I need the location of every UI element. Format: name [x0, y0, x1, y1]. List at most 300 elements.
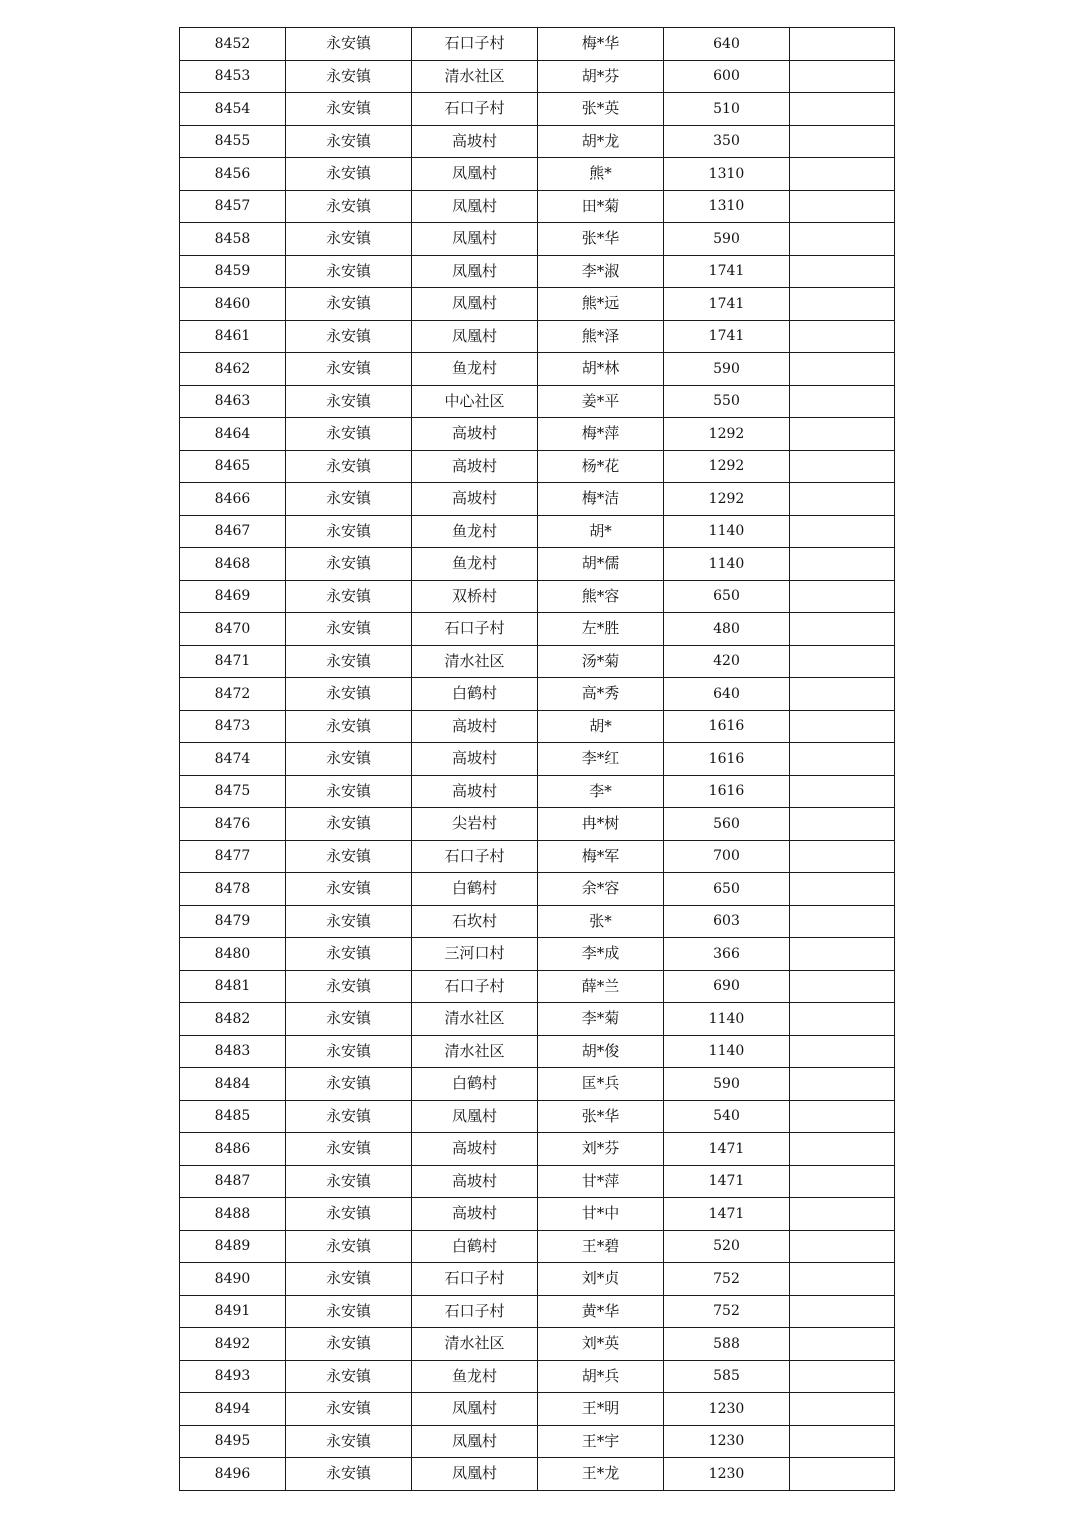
town-cell: 永安镇: [286, 678, 412, 711]
name-cell: 胡*儒: [538, 548, 664, 581]
name-cell: 胡*龙: [538, 125, 664, 158]
village-cell: 凤凰村: [412, 158, 538, 191]
name-cell: 梅*军: [538, 840, 664, 873]
amount-cell: 1140: [664, 548, 790, 581]
name-cell: 左*胜: [538, 613, 664, 646]
name-cell: 熊*容: [538, 580, 664, 613]
remark-cell: [790, 93, 895, 126]
town-cell: 永安镇: [286, 190, 412, 223]
table-row: [180, 678, 895, 711]
name-cell: 刘*英: [538, 1328, 664, 1361]
remark-cell: [790, 678, 895, 711]
table-row: [180, 710, 895, 743]
amount-cell: 1140: [664, 515, 790, 548]
name-cell: 胡*兵: [538, 1360, 664, 1393]
town-cell: 永安镇: [286, 158, 412, 191]
remark-cell: [790, 418, 895, 451]
town-cell: 永安镇: [286, 1068, 412, 1101]
village-cell: 清水社区: [412, 60, 538, 93]
serial-number-cell: 8491: [180, 1295, 286, 1328]
serial-number-cell: 8458: [180, 223, 286, 256]
serial-number-cell: 8482: [180, 1003, 286, 1036]
table-row: [180, 775, 895, 808]
town-cell: 永安镇: [286, 1360, 412, 1393]
remark-cell: [790, 223, 895, 256]
village-cell: 石口子村: [412, 613, 538, 646]
table-row: [180, 125, 895, 158]
remark-cell: [790, 1100, 895, 1133]
amount-cell: 1310: [664, 158, 790, 191]
village-cell: 凤凰村: [412, 223, 538, 256]
town-cell: 永安镇: [286, 418, 412, 451]
serial-number-cell: 8484: [180, 1068, 286, 1101]
amount-cell: 585: [664, 1360, 790, 1393]
table-row: [180, 1035, 895, 1068]
remark-cell: [790, 645, 895, 678]
remark-cell: [790, 125, 895, 158]
table-row: [180, 938, 895, 971]
town-cell: 永安镇: [286, 1393, 412, 1426]
serial-number-cell: 8479: [180, 905, 286, 938]
amount-cell: 510: [664, 93, 790, 126]
data-table: [179, 27, 895, 1491]
remark-cell: [790, 1263, 895, 1296]
village-cell: 石坎村: [412, 905, 538, 938]
table-row: [180, 1165, 895, 1198]
amount-cell: 420: [664, 645, 790, 678]
name-cell: 刘*贞: [538, 1263, 664, 1296]
remark-cell: [790, 1458, 895, 1491]
village-cell: 清水社区: [412, 1328, 538, 1361]
remark-cell: [790, 775, 895, 808]
name-cell: 黄*华: [538, 1295, 664, 1328]
serial-number-cell: 8477: [180, 840, 286, 873]
serial-number-cell: 8453: [180, 60, 286, 93]
table-row: [180, 28, 895, 61]
remark-cell: [790, 710, 895, 743]
serial-number-cell: 8476: [180, 808, 286, 841]
village-cell: 鱼龙村: [412, 353, 538, 386]
table-row: [180, 190, 895, 223]
serial-number-cell: 8478: [180, 873, 286, 906]
serial-number-cell: 8465: [180, 450, 286, 483]
remark-cell: [790, 255, 895, 288]
village-cell: 高坡村: [412, 1133, 538, 1166]
name-cell: 薛*兰: [538, 970, 664, 1003]
amount-cell: 1310: [664, 190, 790, 223]
table-row: [180, 1230, 895, 1263]
town-cell: 永安镇: [286, 1133, 412, 1166]
table-row: [180, 743, 895, 776]
village-cell: 凤凰村: [412, 320, 538, 353]
table-row: [180, 1068, 895, 1101]
serial-number-cell: 8490: [180, 1263, 286, 1296]
name-cell: 李*: [538, 775, 664, 808]
amount-cell: 1741: [664, 288, 790, 321]
table-row: [180, 1328, 895, 1361]
amount-cell: 1230: [664, 1425, 790, 1458]
table-row: [180, 645, 895, 678]
serial-number-cell: 8486: [180, 1133, 286, 1166]
town-cell: 永安镇: [286, 840, 412, 873]
town-cell: 永安镇: [286, 515, 412, 548]
serial-number-cell: 8481: [180, 970, 286, 1003]
serial-number-cell: 8496: [180, 1458, 286, 1491]
remark-cell: [790, 385, 895, 418]
name-cell: 张*: [538, 905, 664, 938]
table-row: [180, 1295, 895, 1328]
remark-cell: [790, 613, 895, 646]
village-cell: 凤凰村: [412, 255, 538, 288]
name-cell: 胡*: [538, 515, 664, 548]
town-cell: 永安镇: [286, 710, 412, 743]
name-cell: 杨*花: [538, 450, 664, 483]
table-row: [180, 255, 895, 288]
amount-cell: 1471: [664, 1165, 790, 1198]
remark-cell: [790, 1198, 895, 1231]
town-cell: 永安镇: [286, 353, 412, 386]
name-cell: 熊*泽: [538, 320, 664, 353]
table-row: [180, 450, 895, 483]
table-row: [180, 1393, 895, 1426]
amount-cell: 1230: [664, 1393, 790, 1426]
name-cell: 熊*远: [538, 288, 664, 321]
remark-cell: [790, 28, 895, 61]
amount-cell: 1616: [664, 743, 790, 776]
table-row: [180, 288, 895, 321]
remark-cell: [790, 450, 895, 483]
name-cell: 李*淑: [538, 255, 664, 288]
serial-number-cell: 8494: [180, 1393, 286, 1426]
town-cell: 永安镇: [286, 775, 412, 808]
table-body: [180, 28, 895, 1491]
serial-number-cell: 8457: [180, 190, 286, 223]
town-cell: 永安镇: [286, 93, 412, 126]
village-cell: 高坡村: [412, 418, 538, 451]
amount-cell: 650: [664, 580, 790, 613]
village-cell: 清水社区: [412, 1003, 538, 1036]
name-cell: 胡*: [538, 710, 664, 743]
table-row: [180, 1133, 895, 1166]
town-cell: 永安镇: [286, 320, 412, 353]
name-cell: 甘*中: [538, 1198, 664, 1231]
remark-cell: [790, 288, 895, 321]
town-cell: 永安镇: [286, 450, 412, 483]
town-cell: 永安镇: [286, 905, 412, 938]
amount-cell: 588: [664, 1328, 790, 1361]
amount-cell: 520: [664, 1230, 790, 1263]
table-row: [180, 808, 895, 841]
name-cell: 梅*洁: [538, 483, 664, 516]
amount-cell: 350: [664, 125, 790, 158]
remark-cell: [790, 1425, 895, 1458]
village-cell: 白鹤村: [412, 1068, 538, 1101]
town-cell: 永安镇: [286, 125, 412, 158]
remark-cell: [790, 808, 895, 841]
remark-cell: [790, 483, 895, 516]
table-row: [180, 905, 895, 938]
village-cell: 凤凰村: [412, 1425, 538, 1458]
village-cell: 白鹤村: [412, 678, 538, 711]
serial-number-cell: 8466: [180, 483, 286, 516]
amount-cell: 1140: [664, 1035, 790, 1068]
amount-cell: 480: [664, 613, 790, 646]
name-cell: 梅*华: [538, 28, 664, 61]
serial-number-cell: 8489: [180, 1230, 286, 1263]
amount-cell: 640: [664, 28, 790, 61]
name-cell: 冉*树: [538, 808, 664, 841]
remark-cell: [790, 190, 895, 223]
town-cell: 永安镇: [286, 255, 412, 288]
amount-cell: 540: [664, 1100, 790, 1133]
name-cell: 张*华: [538, 1100, 664, 1133]
village-cell: 鱼龙村: [412, 548, 538, 581]
town-cell: 永安镇: [286, 483, 412, 516]
town-cell: 永安镇: [286, 28, 412, 61]
remark-cell: [790, 1035, 895, 1068]
table-row: [180, 353, 895, 386]
name-cell: 王*碧: [538, 1230, 664, 1263]
amount-cell: 1292: [664, 450, 790, 483]
table-row: [180, 580, 895, 613]
village-cell: 高坡村: [412, 125, 538, 158]
amount-cell: 1292: [664, 418, 790, 451]
amount-cell: 560: [664, 808, 790, 841]
village-cell: 石口子村: [412, 840, 538, 873]
name-cell: 王*明: [538, 1393, 664, 1426]
town-cell: 永安镇: [286, 970, 412, 1003]
remark-cell: [790, 743, 895, 776]
table-row: [180, 385, 895, 418]
amount-cell: 550: [664, 385, 790, 418]
village-cell: 高坡村: [412, 1165, 538, 1198]
amount-cell: 1616: [664, 710, 790, 743]
village-cell: 白鹤村: [412, 873, 538, 906]
table-row: [180, 1198, 895, 1231]
remark-cell: [790, 1360, 895, 1393]
table-row: [180, 515, 895, 548]
remark-cell: [790, 1328, 895, 1361]
remark-cell: [790, 515, 895, 548]
amount-cell: 1741: [664, 320, 790, 353]
amount-cell: 752: [664, 1295, 790, 1328]
village-cell: 凤凰村: [412, 190, 538, 223]
village-cell: 凤凰村: [412, 1393, 538, 1426]
town-cell: 永安镇: [286, 645, 412, 678]
table-row: [180, 93, 895, 126]
table-row: [180, 418, 895, 451]
table-row: [180, 548, 895, 581]
village-cell: 凤凰村: [412, 1458, 538, 1491]
remark-cell: [790, 548, 895, 581]
serial-number-cell: 8463: [180, 385, 286, 418]
serial-number-cell: 8452: [180, 28, 286, 61]
serial-number-cell: 8480: [180, 938, 286, 971]
amount-cell: 700: [664, 840, 790, 873]
town-cell: 永安镇: [286, 1263, 412, 1296]
serial-number-cell: 8456: [180, 158, 286, 191]
amount-cell: 640: [664, 678, 790, 711]
village-cell: 石口子村: [412, 93, 538, 126]
town-cell: 永安镇: [286, 1165, 412, 1198]
town-cell: 永安镇: [286, 1230, 412, 1263]
village-cell: 石口子村: [412, 1295, 538, 1328]
remark-cell: [790, 60, 895, 93]
name-cell: 张*华: [538, 223, 664, 256]
village-cell: 高坡村: [412, 1198, 538, 1231]
serial-number-cell: 8474: [180, 743, 286, 776]
serial-number-cell: 8493: [180, 1360, 286, 1393]
remark-cell: [790, 1393, 895, 1426]
amount-cell: 590: [664, 353, 790, 386]
serial-number-cell: 8460: [180, 288, 286, 321]
village-cell: 高坡村: [412, 483, 538, 516]
village-cell: 白鹤村: [412, 1230, 538, 1263]
town-cell: 永安镇: [286, 1100, 412, 1133]
name-cell: 张*英: [538, 93, 664, 126]
name-cell: 甘*萍: [538, 1165, 664, 1198]
remark-cell: [790, 970, 895, 1003]
name-cell: 胡*林: [538, 353, 664, 386]
remark-cell: [790, 1295, 895, 1328]
serial-number-cell: 8464: [180, 418, 286, 451]
amount-cell: 650: [664, 873, 790, 906]
amount-cell: 1616: [664, 775, 790, 808]
village-cell: 高坡村: [412, 450, 538, 483]
village-cell: 凤凰村: [412, 288, 538, 321]
remark-cell: [790, 1003, 895, 1036]
village-cell: 三河口村: [412, 938, 538, 971]
table-row: [180, 873, 895, 906]
serial-number-cell: 8455: [180, 125, 286, 158]
table-row: [180, 483, 895, 516]
amount-cell: 1292: [664, 483, 790, 516]
remark-cell: [790, 320, 895, 353]
amount-cell: 603: [664, 905, 790, 938]
table-row: [180, 223, 895, 256]
serial-number-cell: 8473: [180, 710, 286, 743]
village-cell: 高坡村: [412, 743, 538, 776]
serial-number-cell: 8492: [180, 1328, 286, 1361]
name-cell: 汤*菊: [538, 645, 664, 678]
serial-number-cell: 8475: [180, 775, 286, 808]
village-cell: 尖岩村: [412, 808, 538, 841]
town-cell: 永安镇: [286, 1295, 412, 1328]
serial-number-cell: 8461: [180, 320, 286, 353]
serial-number-cell: 8471: [180, 645, 286, 678]
name-cell: 梅*萍: [538, 418, 664, 451]
village-cell: 双桥村: [412, 580, 538, 613]
remark-cell: [790, 1133, 895, 1166]
amount-cell: 690: [664, 970, 790, 1003]
serial-number-cell: 8468: [180, 548, 286, 581]
table-row: [180, 1100, 895, 1133]
amount-cell: 366: [664, 938, 790, 971]
town-cell: 永安镇: [286, 223, 412, 256]
remark-cell: [790, 1068, 895, 1101]
table-row: [180, 1360, 895, 1393]
table-row: [180, 158, 895, 191]
village-cell: 清水社区: [412, 1035, 538, 1068]
town-cell: 永安镇: [286, 1198, 412, 1231]
remark-cell: [790, 840, 895, 873]
serial-number-cell: 8487: [180, 1165, 286, 1198]
name-cell: 王*龙: [538, 1458, 664, 1491]
town-cell: 永安镇: [286, 288, 412, 321]
name-cell: 胡*俊: [538, 1035, 664, 1068]
table-row: [180, 840, 895, 873]
table-row: [180, 320, 895, 353]
town-cell: 永安镇: [286, 873, 412, 906]
village-cell: 高坡村: [412, 775, 538, 808]
amount-cell: 590: [664, 223, 790, 256]
town-cell: 永安镇: [286, 1003, 412, 1036]
village-cell: 凤凰村: [412, 1100, 538, 1133]
town-cell: 永安镇: [286, 60, 412, 93]
remark-cell: [790, 1165, 895, 1198]
town-cell: 永安镇: [286, 1035, 412, 1068]
village-cell: 鱼龙村: [412, 1360, 538, 1393]
serial-number-cell: 8483: [180, 1035, 286, 1068]
serial-number-cell: 8485: [180, 1100, 286, 1133]
serial-number-cell: 8462: [180, 353, 286, 386]
name-cell: 李*菊: [538, 1003, 664, 1036]
name-cell: 刘*芬: [538, 1133, 664, 1166]
name-cell: 高*秀: [538, 678, 664, 711]
table-row: [180, 1458, 895, 1491]
town-cell: 永安镇: [286, 548, 412, 581]
village-cell: 石口子村: [412, 1263, 538, 1296]
amount-cell: 1140: [664, 1003, 790, 1036]
name-cell: 田*菊: [538, 190, 664, 223]
name-cell: 余*容: [538, 873, 664, 906]
table-row: [180, 1263, 895, 1296]
amount-cell: 1230: [664, 1458, 790, 1491]
town-cell: 永安镇: [286, 613, 412, 646]
town-cell: 永安镇: [286, 938, 412, 971]
serial-number-cell: 8470: [180, 613, 286, 646]
village-cell: 石口子村: [412, 970, 538, 1003]
serial-number-cell: 8467: [180, 515, 286, 548]
village-cell: 中心社区: [412, 385, 538, 418]
amount-cell: 590: [664, 1068, 790, 1101]
village-cell: 石口子村: [412, 28, 538, 61]
amount-cell: 1471: [664, 1198, 790, 1231]
town-cell: 永安镇: [286, 1458, 412, 1491]
remark-cell: [790, 873, 895, 906]
amount-cell: 1471: [664, 1133, 790, 1166]
serial-number-cell: 8459: [180, 255, 286, 288]
table-row: [180, 613, 895, 646]
town-cell: 永安镇: [286, 1425, 412, 1458]
remark-cell: [790, 1230, 895, 1263]
remark-cell: [790, 158, 895, 191]
remark-cell: [790, 938, 895, 971]
name-cell: 熊*: [538, 158, 664, 191]
table-row: [180, 970, 895, 1003]
name-cell: 胡*芬: [538, 60, 664, 93]
serial-number-cell: 8469: [180, 580, 286, 613]
serial-number-cell: 8472: [180, 678, 286, 711]
serial-number-cell: 8488: [180, 1198, 286, 1231]
town-cell: 永安镇: [286, 1328, 412, 1361]
amount-cell: 752: [664, 1263, 790, 1296]
remark-cell: [790, 580, 895, 613]
serial-number-cell: 8495: [180, 1425, 286, 1458]
table-row: [180, 1003, 895, 1036]
amount-cell: 1741: [664, 255, 790, 288]
village-cell: 高坡村: [412, 710, 538, 743]
